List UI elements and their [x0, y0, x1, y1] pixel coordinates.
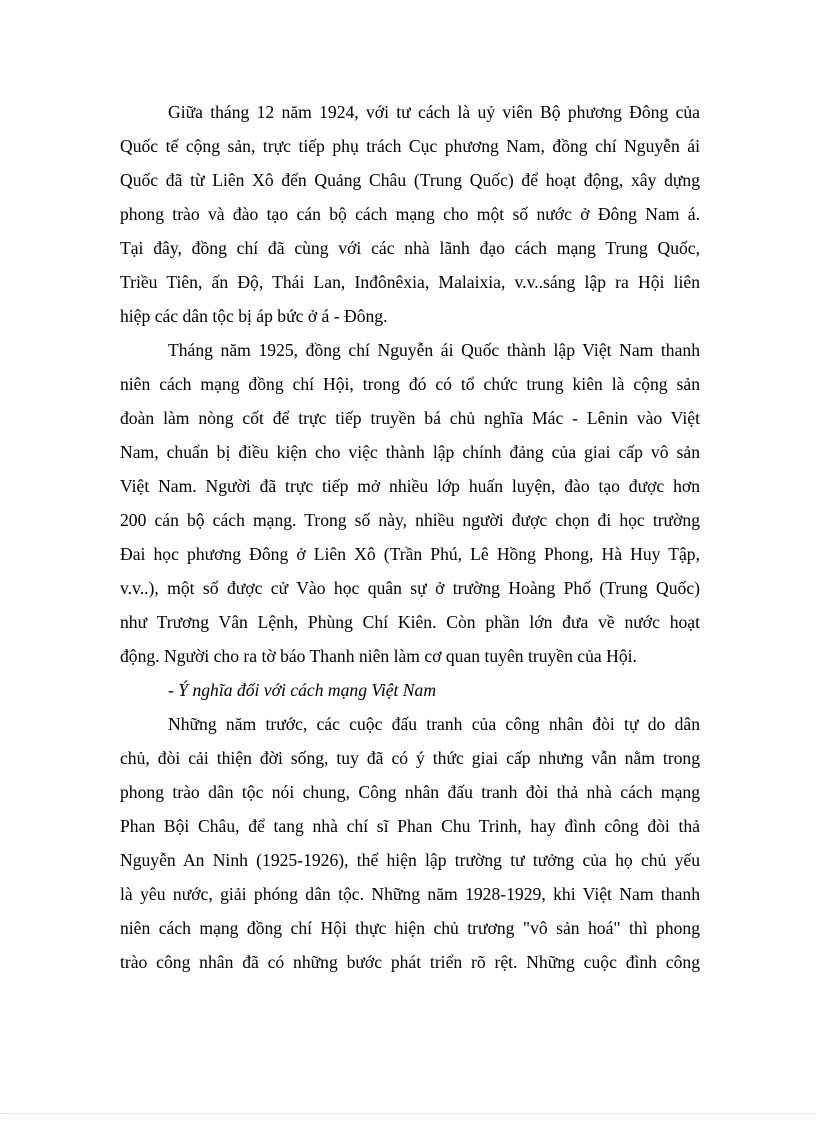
paragraph-line: động. Người cho ra tờ báo Thanh niên làm cơ quan tuyên truyền của Hội.	[120, 646, 637, 666]
page-bottom-divider	[0, 1113, 816, 1114]
paragraph-line: đoàn làm nòng cốt để trực tiếp truyền bá chủ nghĩa Mác - Lênin vào Việt	[120, 408, 700, 428]
paragraph-line: Tháng năm 1925, đồng chí Nguyễn ái Quốc thành lập Việt Nam thanh	[168, 340, 700, 360]
paragraph-line: chủ, đòi cải thiện đời sống, tuy đã có ý thức giai cấp nhưng vẫn nằm trong	[120, 748, 700, 768]
paragraph-line: Những năm trước, các cuộc đấu tranh của công nhân đòi tự do dân	[168, 714, 700, 734]
paragraph-line: là yêu nước, giải phóng dân tộc. Những năm 1928-1929, khi Việt Nam thanh	[120, 884, 700, 904]
paragraph-line: phong trào và đào tạo cán bộ cách mạng cho một số nước ở Đông Nam á.	[120, 204, 700, 224]
document-body	[120, 95, 700, 979]
paragraph-line: Quốc tế cộng sản, trực tiếp phụ trách Cục phương Nam, đồng chí Nguyễn ái	[120, 136, 700, 156]
paragraph-line: Giữa tháng 12 năm 1924, với tư cách là uỷ viên Bộ phương Đông của	[168, 102, 700, 122]
paragraph-line: hiệp các dân tộc bị áp bức ở á - Đông.	[120, 306, 388, 326]
paragraph-line: Nguyễn An Ninh (1925-1926), thể hiện lập trường tư tưởng của họ chủ yếu	[120, 850, 700, 870]
section-heading: - Ý nghĩa đối với cách mạng Việt Nam	[168, 680, 437, 700]
paragraph-line: Phan Bội Châu, để tang nhà chí sĩ Phan Chu Trinh, hay đình công đòi thả	[120, 816, 700, 836]
paragraph-1	[120, 95, 700, 333]
paragraph-line: Triều Tiên, ấn Độ, Thái Lan, Inđônêxia, Malaixia, v.v..sáng lập ra Hội liên	[120, 272, 700, 292]
paragraph-line: trào công nhân đã có những bước phát triển rõ rệt. Những cuộc đình công	[120, 952, 700, 972]
paragraph-line: Quốc đã từ Liên Xô đến Quảng Châu (Trung Quốc) để hoạt động, xây dựng	[120, 170, 700, 190]
paragraph-line: Tại đây, đồng chí đã cùng với các nhà lãnh đạo cách mạng Trung Quốc,	[120, 238, 700, 258]
paragraph-line: 200 cán bộ cách mạng. Trong số này, nhiều người được chọn đi học trường	[120, 510, 700, 530]
paragraph-line: v.v..), một số được cử Vào học quân sự ở trường Hoàng Phố (Trung Quốc)	[120, 578, 700, 598]
paragraph-line: như Trương Vân Lệnh, Phùng Chí Kiên. Còn phần lớn đưa về nước hoạt	[120, 612, 700, 632]
paragraph-line: niên cách mạng đồng chí Hội, trong đó có tổ chức trung kiên là cộng sản	[120, 374, 700, 394]
paragraph-line: Việt Nam. Người đã trực tiếp mở nhiều lớp huấn luyện, đào tạo được hơn	[120, 476, 700, 496]
paragraph-line: Nam, chuẩn bị điều kiện cho việc thành lập chính đảng của giai cấp vô sản	[120, 442, 700, 462]
paragraph-line: phong trào dân tộc nói chung, Công nhân đấu tranh đòi thả nhà cách mạng	[120, 782, 700, 802]
paragraph-line: Đai học phương Đông ở Liên Xô (Trần Phú, Lê Hồng Phong, Hà Huy Tập,	[120, 544, 700, 564]
paragraph-line: niên cách mạng đồng chí Hội thực hiện chủ trương "vô sản hoá" thì phong	[120, 918, 700, 938]
paragraph-2	[120, 333, 700, 673]
paragraph-3	[120, 707, 700, 979]
